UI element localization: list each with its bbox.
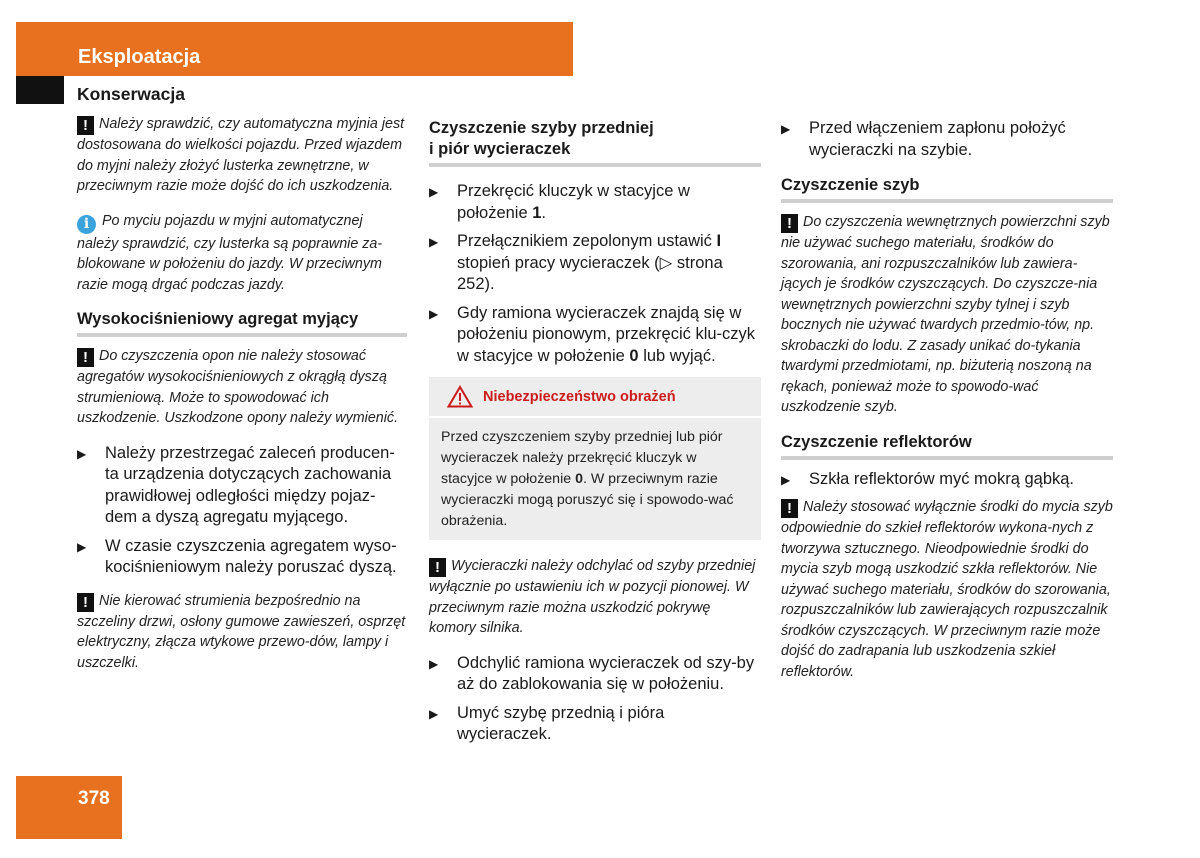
warning-text: Przed czyszczeniem szyby przedniej lub piór wycieraczek należy przekręcić kluczyk w stacyjce w położenie 0. W przeciwnym razie wycieraczki mogą poruszyć się i spowodo-wać obrażenia.: [441, 429, 734, 529]
exclamation-icon: !: [429, 558, 446, 577]
list-item: ▶ Przed włączeniem zapłonu położyć wycieraczki na szybie.: [781, 119, 1066, 159]
triangle-bullet-icon: ▶: [429, 656, 439, 671]
note-car-wash: ! Należy sprawdzić, czy automatyczna myjnia jest dostosowana do wielkości pojazdu. Przed wjazdem do myjni należy złożyć lusterka zewnętrzne, w przeciwnym razie może dojść do ich uszkodzenia.: [77, 116, 405, 194]
warning-header: [429, 377, 761, 418]
column-left: [77, 84, 407, 687]
page-number-box: [16, 776, 122, 839]
triangle-bullet-icon: ▶: [429, 235, 439, 249]
note-headlamps-cleaning: ! Należy stosować wyłącznie środki do mycia szyb odpowiednie do szkieł reflektorów wykona-nych z tworzywa sztucznego. Nieodpowiednie środki do mycia szyb mogą uszkodzić szkła reflektorów. Nie używać suchego materiału, środków do szorowania, rozpuszczalników lub zawierających rozpuszczalnik środków czyszczących. W przeciwnym razie może dojść do zadrapania lub uszkodzenia szkieł reflektorów.: [781, 499, 1113, 680]
exclamation-icon: !: [781, 499, 798, 518]
list-item: ▶ Przekręcić kluczyk w stacyjce w położenie 1.: [429, 182, 690, 222]
page-number: 378: [78, 788, 110, 809]
list-item: ▶ Odchylić ramiona wycieraczek od szy-by aż do zablokowania się w położeniu.: [429, 653, 755, 693]
section-title-konserwacja: Konserwacja: [77, 84, 185, 104]
warning-box: [429, 377, 761, 540]
section-marker-tab: [16, 76, 64, 104]
list-item: ▶ W czasie czyszczenia agregatem wyso-kociśnieniowym należy poruszać dyszą.: [77, 536, 397, 576]
section-title-windows: Czyszczenie szyb: [781, 175, 1113, 203]
note-windows-cleaning: ! Do czyszczenia wewnętrznych powierzchni szyb nie używać suchego materiału, środków do szorowania, ani rozpuszczalników lub zawiera-jących je środków czyszczących. Do czyszcze-nia wewnętrznych powierzchni szyby tylnej i szyb bocznych nie używać twardych przedmio-tów, np. skrobaczki do lodu. Z zasady unikać do-tykania twardymi przedmiotami, np. biżuterią noszoną na rękach, ponieważ może to spowodo-wać uszkodzenie szyb.: [781, 214, 1110, 415]
column-right: [781, 118, 1113, 696]
exclamation-icon: !: [781, 214, 798, 233]
exclamation-icon: !: [77, 116, 94, 135]
section-title-headlamps: Czyszczenie reflektorów: [781, 432, 1113, 460]
list-item: ▶ Należy przestrzegać zaleceń producen-ta urządzenia dotyczących zachowania prawidłowej odległości między pojaz-dem a dyszą agregatu myjącego.: [77, 443, 395, 526]
warning-triangle-icon: [447, 385, 473, 408]
info-icon: i: [77, 215, 96, 234]
note-jet-direction: ! Nie kierować strumienia bezpośrednio na szczeliny drzwi, osłony gumowe zawieszeń, osprzęt elektryczny, złącza wtykowe przewo-dów, lampy i uszczelki.: [77, 592, 406, 671]
info-note-mirrors: i Po myciu pojazdu w myjni automatycznej należy sprawdzić, czy lusterka są poprawnie za-blokowane w położeniu do jazdy. W przeciwnym razie mogą drgać podczas jazdy.: [77, 212, 383, 293]
list-item: ▶ Gdy ramiona wycieraczek znajdą się w położeniu pionowym, przekręcić klu-czyk w stacyjce w położenie 0 lub wyjąć.: [429, 303, 756, 365]
triangle-bullet-icon: ▶: [781, 122, 791, 136]
triangle-bullet-icon: ▶: [429, 185, 439, 199]
chapter-title: Eksploatacja: [78, 46, 201, 68]
column-middle: [429, 118, 761, 753]
note-tyres: ! Do czyszczenia opon nie należy stosować agregatów wysokociśnieniowych z okrągłą dyszą strumieniową. Może to spowodować ich uszkodzenie. Uszkodzone opony należy wymienić.: [77, 348, 399, 426]
exclamation-icon: !: [77, 593, 94, 612]
section-title-windscreen: Czyszczenie szyby przedniej i piór wycieraczek: [429, 118, 761, 167]
warning-title: Niebezpieczeństwo obrażeń: [483, 388, 676, 405]
triangle-bullet-icon: ▶: [77, 446, 87, 461]
triangle-bullet-icon: ▶: [429, 706, 439, 721]
list-item: ▶ Umyć szybę przednią i pióra wycieraczek.: [429, 703, 665, 743]
section-title-pressure-washer: Wysokociśnieniowy agregat myjący: [77, 309, 407, 337]
triangle-bullet-icon: ▶: [77, 539, 87, 554]
triangle-bullet-icon: ▶: [781, 472, 791, 487]
list-item: ▶ Przełącznikiem zepolonym ustawić I stopień pracy wycieraczek (▷ strona 252).: [429, 232, 723, 293]
exclamation-icon: !: [77, 348, 94, 367]
chapter-header-bar: [16, 22, 573, 76]
note-wiper-arms: ! Wycieraczki należy odchylać od szyby przedniej wyłącznie po ustawieniu ich w pozycji pionowej. W przeciwnym razie można uszkodzić pokrywę komory silnika.: [429, 558, 756, 636]
list-item: ▶ Szkła reflektorów myć mokrą gąbką.: [781, 469, 1113, 491]
triangle-bullet-icon: ▶: [429, 306, 439, 321]
